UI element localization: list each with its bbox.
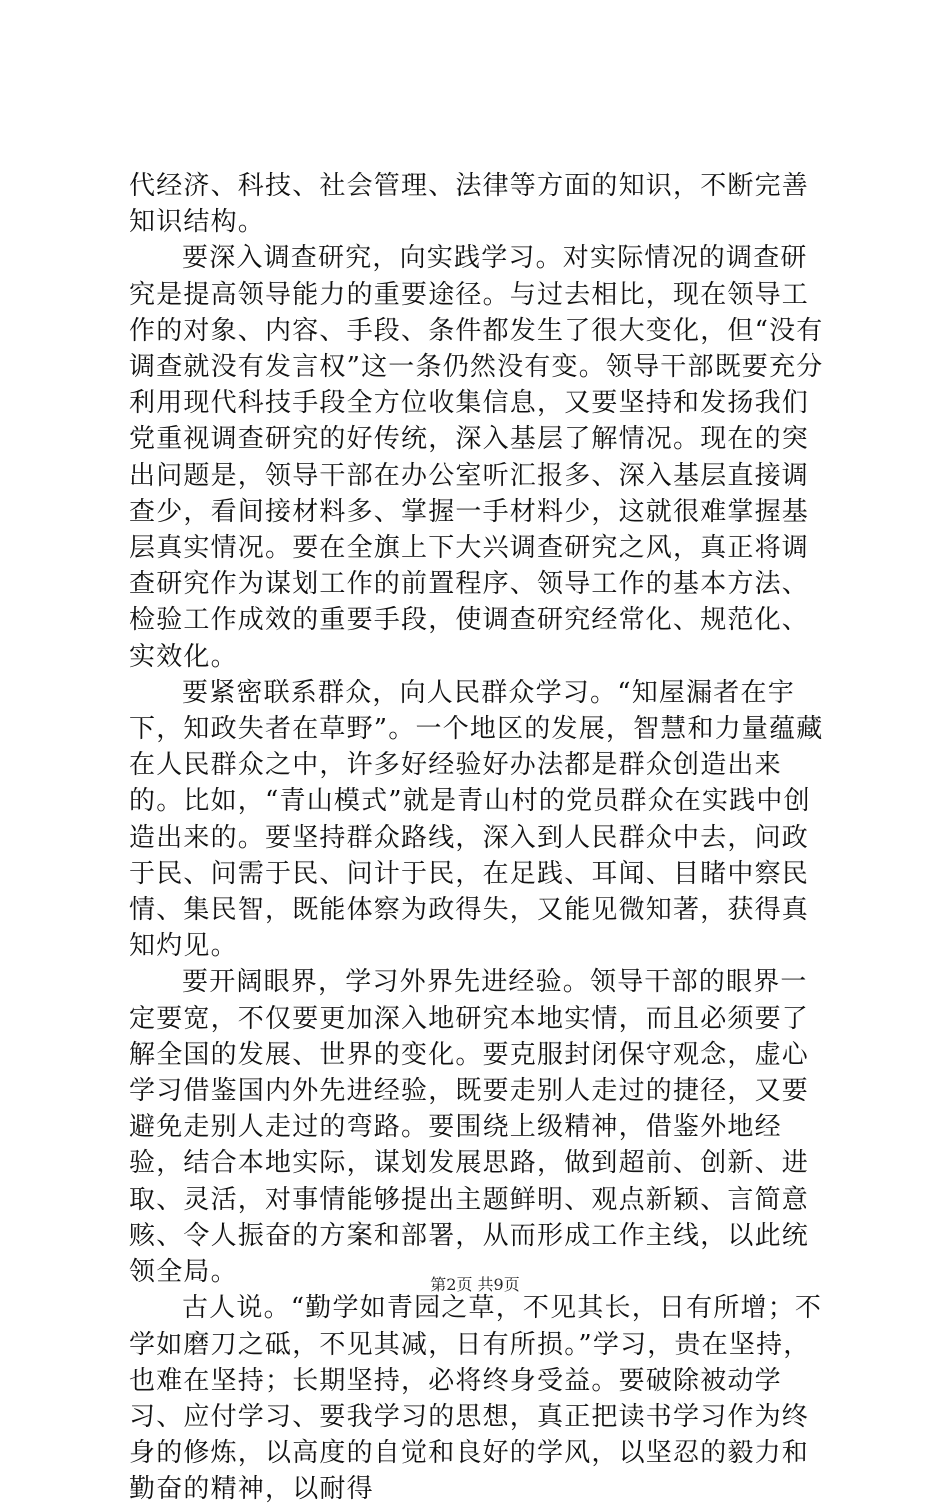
paragraph-continuation: 代经济、科技、社会管理、法律等方面的知识，不断完善知识结构。 — [129, 171, 810, 238]
page-footer: 第2页 共9页 — [430, 1275, 520, 1294]
paragraph-investigation: 要深入调查研究，向实践学习。对实际情况的调查研究是提高领导能力的重要途径。与过去相比，现在领导工作的对象、内容、手段、条件都发生了很大变化，但“没有调查就没有发言权”这一条仍然没有变。领导干部既要充分利用现代科技手段全方位收集信息，又要坚持和发扬我们党重视调查研究的好传统，深入基层了解情况。现在的突出问题是，领导干部在办公室听汇报多、深入基层直接调查少，看间接材料多、掌握一手材料少，这就很难掌握基层真实情况。要在全旗上下大兴调查研究之风，真正将调查研究作为谋划工作的前置程序、领导工作的基本方法、检验工作成效的重要手段，使调查研究经常化、规范化、实效化。 — [129, 243, 824, 672]
paragraph-persistence: 古人说。“勤学如青园之草，不见其长，日有所增；不学如磨刀之砥，不见其减，日有所损。”学习，贵在坚持，也难在坚持；长期坚持，必将终身受益。要破除被动学习、应付学习、要我学习的思想，真正把读书学习作为终身的修炼，以高度的自觉和良好的学风，以坚忍的毅力和勤奋的精神，以耐得 — [129, 1293, 823, 1505]
paragraph-horizons: 要开阔眼界，学习外界先进经验。领导干部的眼界一定要宽，不仅要更加深入地研究本地实情，而且必须要了解全国的发展、世界的变化。要克服封闭保守观念，虚心学习借鉴国内外先进经验，既要走别人走过的捷径，又要避免走别人走过的弯路。要围绕上级精神，借鉴外地经验，结合本地实际，谋划发展思路，做到超前、创新、进取、灵活，对事情能够提出主题鲜明、观点新颖、言简意赅、令人振奋的方案和部署，从而形成工作主线，以此统领全局。 — [129, 967, 810, 1288]
document-body — [129, 168, 829, 1508]
paragraph-masses: 要紧密联系群众，向人民群众学习。“知屋漏者在宇下，知政失者在草野”。一个地区的发展，智慧和力量蕴藏在人民群众之中，许多好经验好办法都是群众创造出来的。比如，“青山模式”就是青山村的党员群众在实践中创造出来的。要坚持群众路线，深入到人民群众中去，问政于民、问需于民、问计于民，在足践、耳闻、目睹中察民情、集民智，既能体察为政得失，又能见微知著，获得真知灼见。 — [129, 677, 824, 962]
